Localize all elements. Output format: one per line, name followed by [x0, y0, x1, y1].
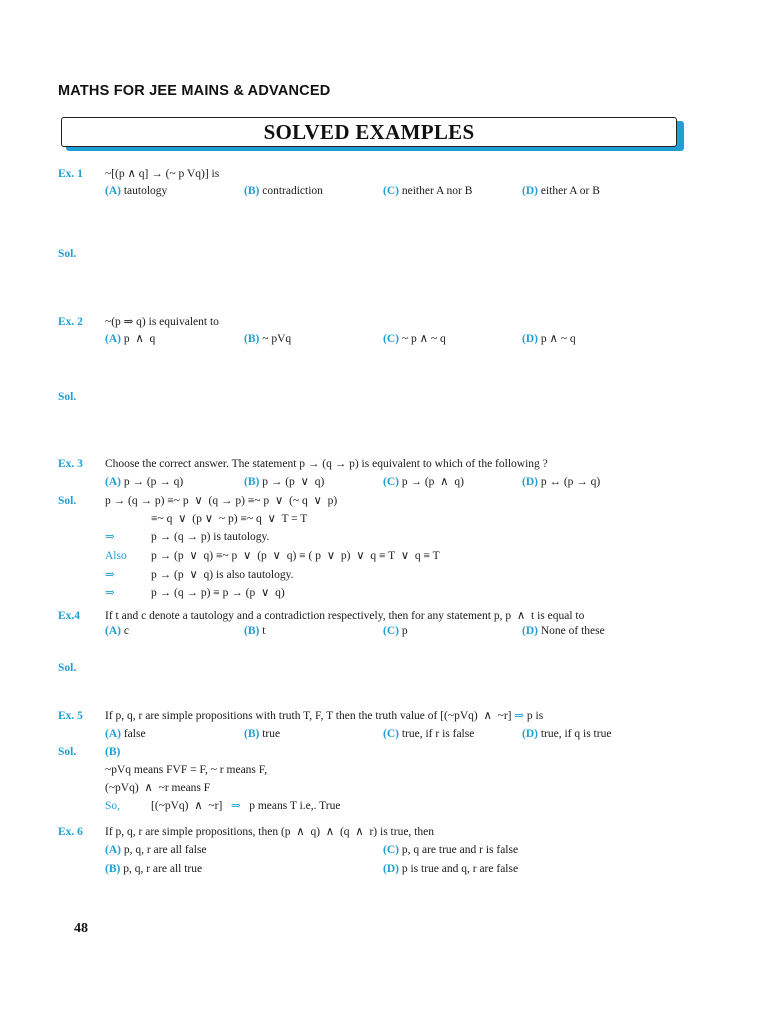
- book-title: MATHS FOR JEE MAINS & ADVANCED: [58, 83, 331, 99]
- ex6-option-c: (C) p, q are true and r is false: [383, 844, 519, 856]
- ex3-question: Choose the correct answer. The statement p → (q → p) is equivalent to which of the following ?: [105, 458, 548, 470]
- also-label: Also: [105, 550, 127, 562]
- ex5-sol-line-2: (~pVq) ∧ ~r means F: [105, 782, 211, 794]
- ex5-option-d: (D) true, if q is true: [522, 728, 612, 740]
- ex6-option-b: (B) p, q, r are all true: [105, 863, 203, 875]
- ex1-option-b: (B) contradiction: [244, 185, 323, 197]
- ex6-question: If p, q, r are simple propositions, then (p ∧ q) ∧ (q ∧ r) is true, then: [105, 826, 434, 838]
- ex5-question: If p, q, r are simple propositions with truth T, F, T then the truth value of [(~pVq) ∧ ~r] ⇒ p is: [105, 710, 544, 722]
- ex4-option-b: (B) t: [244, 625, 266, 637]
- ex3-option-a: (A) p → (p → q): [105, 476, 184, 488]
- ex6-option-d: (D) p is true and q, r are false: [383, 863, 519, 875]
- ex4-option-a: (A) c: [105, 625, 129, 637]
- section-title: SOLVED EXAMPLES: [263, 119, 475, 144]
- ex2-label: Ex. 2: [58, 316, 83, 328]
- so-label: So,: [105, 800, 121, 812]
- ex3-label: Ex. 3: [58, 458, 83, 470]
- section-banner: [61, 117, 677, 147]
- ex5-sol-line-3: [(~pVq) ∧ ~r] ⇒ p means T i.e,. True: [151, 800, 341, 812]
- ex1-option-a: (A) tautology: [105, 185, 168, 197]
- ex1-sol-label: Sol.: [58, 248, 77, 260]
- ex3-sol-line-2: ≡~ q ∨ (p ∨ ~ p) ≡~ q ∨ T = T: [151, 513, 308, 525]
- ex3-sol-line-5: p → (p ∨ q) is also tautology.: [151, 569, 294, 581]
- ex6-label: Ex. 6: [58, 826, 83, 838]
- implies-arrow-icon: ⇒: [514, 710, 525, 722]
- ex3-sol-line-4: p → (p ∨ q) ≡~ p ∨ (p ∨ q) ≡ ( p ∨ p) ∨ q ≡ T ∨ q ≡ T: [151, 550, 440, 562]
- ex2-sol-label: Sol.: [58, 391, 77, 403]
- implies-mark: ⇒: [105, 569, 115, 581]
- ex2-option-d: (D) p ∧ ~ q: [522, 333, 576, 345]
- ex3-option-d: (D) p ↔ (p → q): [522, 476, 601, 488]
- ex5-label: Ex. 5: [58, 710, 83, 722]
- ex4-option-d: (D) None of these: [522, 625, 605, 637]
- ex6-option-a: (A) p, q, r are all false: [105, 844, 207, 856]
- ex2-question: ~(p ⇒ q) is equivalent to: [105, 316, 219, 328]
- ex5-sol-label: Sol.: [58, 746, 77, 758]
- page-number: 48: [74, 921, 88, 936]
- ex3-option-c: (C) p → (p ∧ q): [383, 476, 464, 488]
- ex4-option-c: (C) p: [383, 625, 408, 637]
- ex5-option-a: (A) false: [105, 728, 146, 740]
- ex1-label: Ex. 1: [58, 168, 83, 180]
- ex1-question: ~[(p ∧ q] → (~ p Vq)] is: [105, 168, 220, 180]
- ex5-answer: (B): [105, 746, 121, 758]
- ex3-option-b: (B) p → (p ∨ q): [244, 476, 325, 488]
- implies-mark: ⇒: [105, 531, 115, 543]
- ex3-sol-line-6: p → (q → p) ≡ p → (p ∨ q): [151, 587, 285, 599]
- ex4-question: If t and c denote a tautology and a contradiction respectively, then for any statement p, p ∧ t is equal to: [105, 610, 585, 622]
- implies-arrow-icon: ⇒: [230, 800, 241, 812]
- ex2-option-c: (C) ~ p ∧ ~ q: [383, 333, 446, 345]
- ex1-option-c: (C) neither A nor B: [383, 185, 473, 197]
- ex2-option-a: (A) p ∧ q: [105, 333, 156, 345]
- ex4-label: Ex.4: [58, 610, 81, 622]
- ex3-sol-label: Sol.: [58, 495, 77, 507]
- ex5-sol-line-1: ~pVq means FVF = F, ~ r means F,: [105, 764, 268, 776]
- ex3-sol-line-3: p → (q → p) is tautology.: [151, 531, 270, 543]
- ex2-option-b: (B) ~ pVq: [244, 333, 292, 345]
- implies-mark: ⇒: [105, 587, 115, 599]
- ex5-option-b: (B) true: [244, 728, 281, 740]
- ex4-sol-label: Sol.: [58, 662, 77, 674]
- ex5-option-c: (C) true, if r is false: [383, 728, 475, 740]
- ex1-option-d: (D) either A or B: [522, 185, 600, 197]
- ex3-sol-line-1: p → (q → p) ≡~ p ∨ (q → p) ≡~ p ∨ (~ q ∨ p): [105, 495, 338, 507]
